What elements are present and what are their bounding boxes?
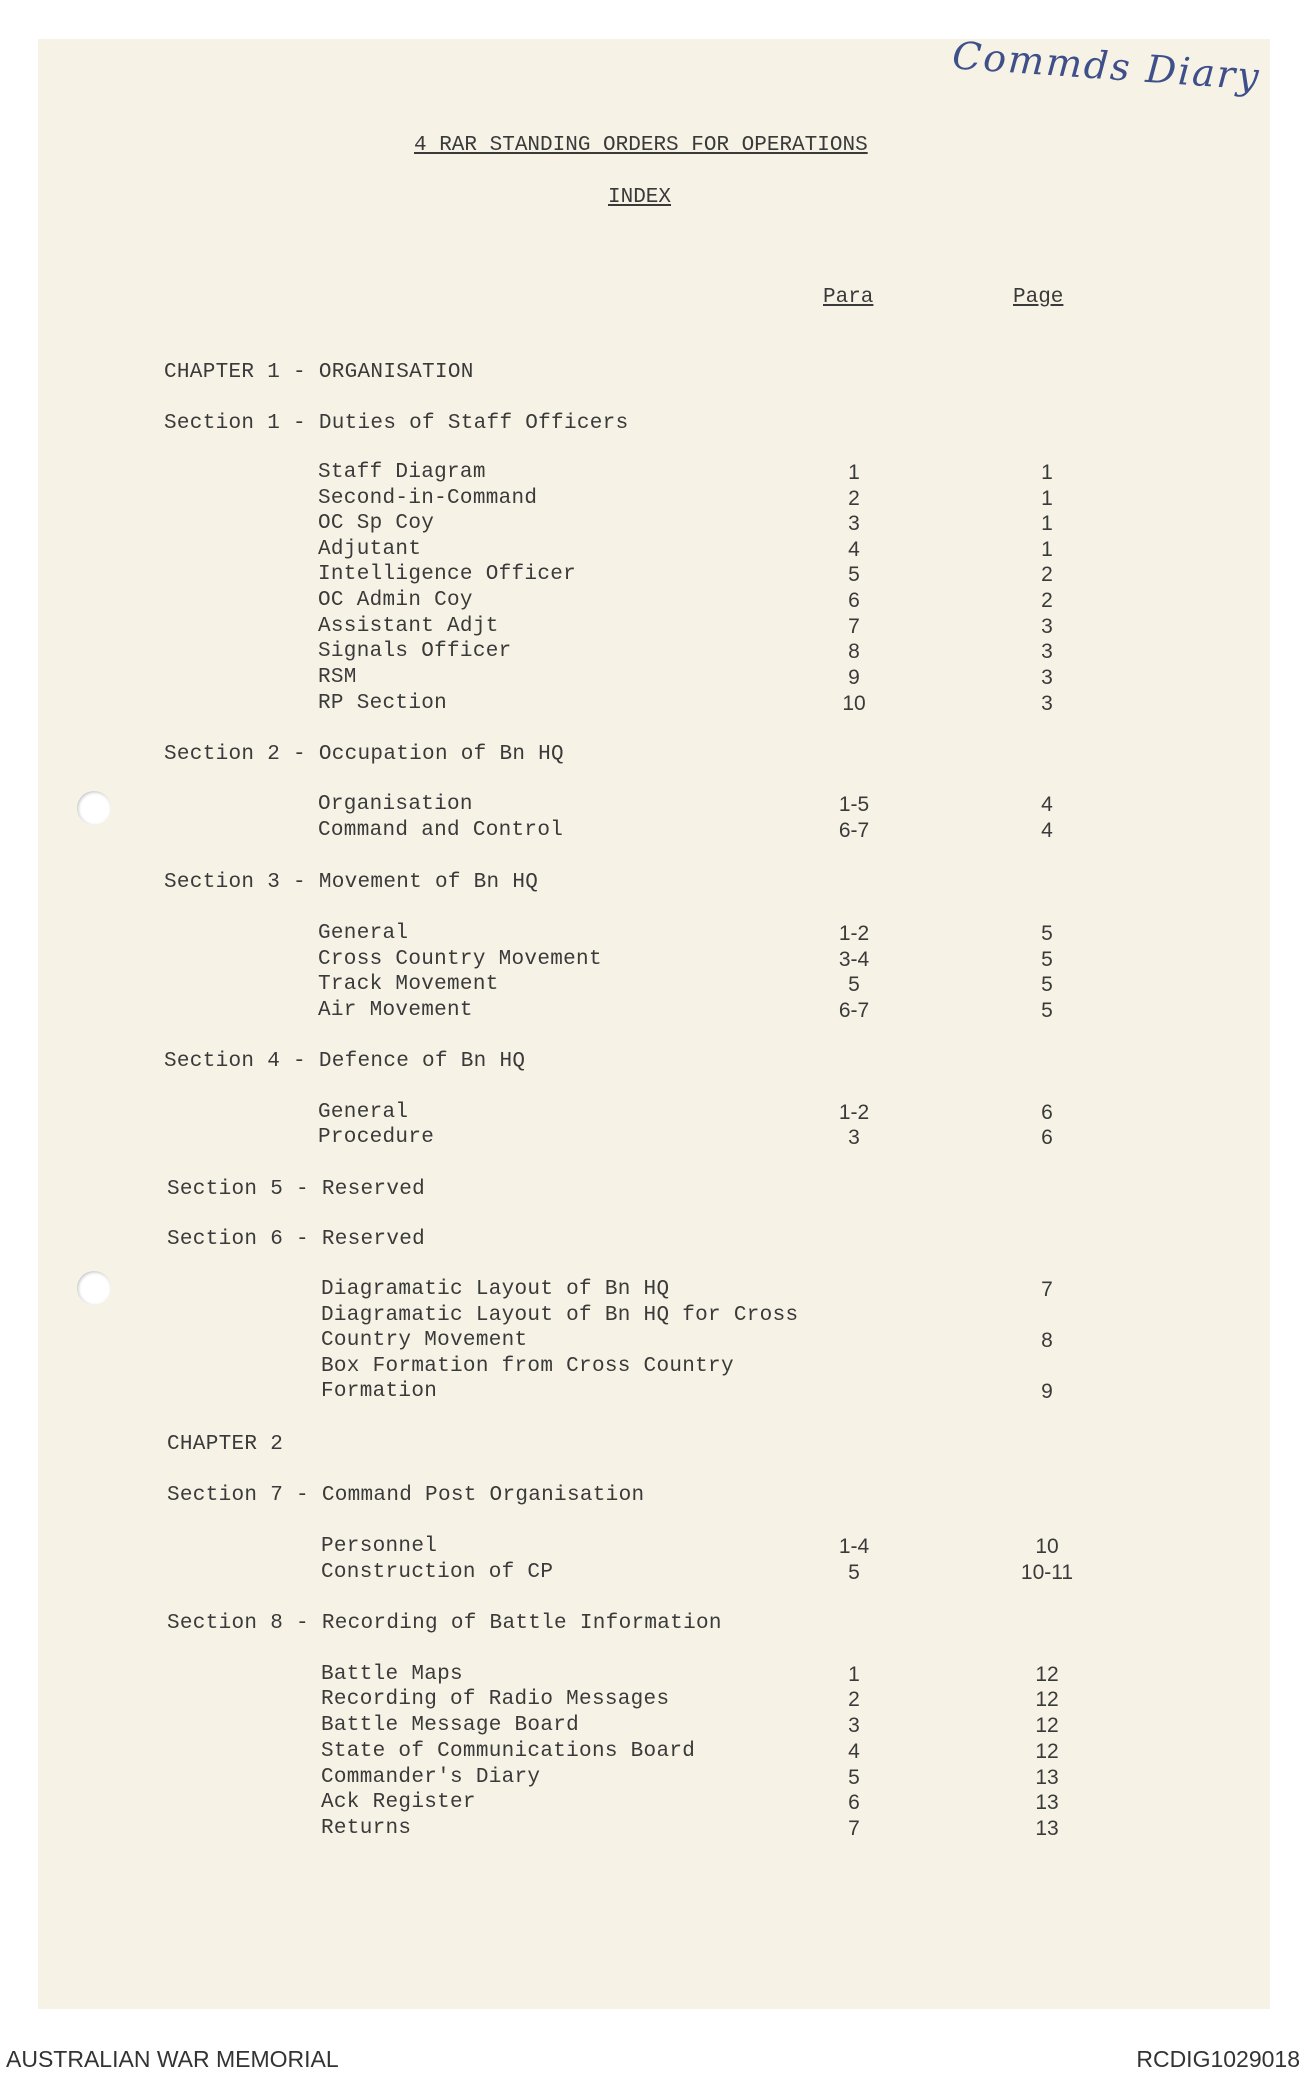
section-label: Section 4 - Defence of Bn HQ <box>164 1050 526 1073</box>
para-number: 5 <box>848 1766 860 1789</box>
entry-label: Recording of Radio Messages <box>321 1688 670 1711</box>
page-number: 12 <box>1035 1663 1059 1686</box>
page-number: 4 <box>1041 819 1053 842</box>
index-entry <box>0 1277 1310 1303</box>
para-number: 3 <box>848 1126 860 1149</box>
entry-label: Commander's Diary <box>321 1766 541 1789</box>
para-number: 1-2 <box>838 1101 870 1124</box>
page-number: 1 <box>1041 512 1053 535</box>
entry-label: Country Movement <box>321 1329 528 1352</box>
page-number: 10-11 <box>1020 1561 1074 1584</box>
index-entry <box>0 1534 1310 1560</box>
para-number: 2 <box>848 487 860 510</box>
entry-label: Organisation <box>318 793 473 816</box>
index-entry <box>0 792 1310 818</box>
section-label: Section 7 - Command Post Organisation <box>167 1484 645 1507</box>
footer-id: RCDIG1029018 <box>1136 2046 1300 2072</box>
index-entry <box>0 818 1310 844</box>
para-number: 1-5 <box>838 793 870 816</box>
index-entry <box>0 1662 1310 1688</box>
section-label: Section 5 - Reserved <box>167 1178 426 1201</box>
entry-label: Personnel <box>321 1535 438 1558</box>
page-number: 13 <box>1035 1766 1059 1789</box>
entry-label: Signals Officer <box>318 640 512 663</box>
index-heading: INDEX <box>608 186 672 209</box>
index-entry <box>0 511 1310 537</box>
page-number: 8 <box>1041 1329 1053 1352</box>
index-entry <box>0 1790 1310 1816</box>
section-label: Section 2 - Occupation of Bn HQ <box>164 743 564 766</box>
page-number: 1 <box>1041 461 1053 484</box>
index-entry <box>0 665 1310 691</box>
footer-credit: AUSTRALIAN WAR MEMORIAL <box>6 2046 339 2072</box>
section-label: Section 3 - Movement of Bn HQ <box>164 871 539 894</box>
para-number: 5 <box>848 563 860 586</box>
index-entry <box>0 1303 1310 1329</box>
index-entry <box>0 691 1310 717</box>
chapter-heading <box>0 1432 1310 1458</box>
entry-label: Returns <box>321 1817 412 1840</box>
para-number: 6-7 <box>838 999 870 1022</box>
index-entry <box>0 639 1310 665</box>
index-entry <box>0 1816 1310 1842</box>
para-column-header: Para <box>823 286 874 309</box>
section-heading <box>0 1227 1310 1253</box>
entry-label: Construction of CP <box>321 1561 554 1584</box>
index-entry <box>0 1328 1310 1354</box>
para-number: 3-4 <box>838 948 870 971</box>
entry-label: Intelligence Officer <box>318 563 577 586</box>
entry-label: OC Admin Coy <box>318 589 473 612</box>
index-entry <box>0 1765 1310 1791</box>
page-number: 10 <box>1035 1535 1059 1558</box>
section-heading <box>0 411 1310 437</box>
index-entry <box>0 1739 1310 1765</box>
index-entry <box>0 1125 1310 1151</box>
entry-label: Battle Message Board <box>321 1714 580 1737</box>
page-number: 6 <box>1041 1101 1053 1124</box>
para-number: 1 <box>848 1663 860 1686</box>
entry-label: Air Movement <box>318 999 473 1022</box>
entry-label: Battle Maps <box>321 1663 463 1686</box>
index-entry <box>0 1713 1310 1739</box>
chapter-label: CHAPTER 2 <box>167 1433 284 1456</box>
entry-label: Assistant Adjt <box>318 615 499 638</box>
section-label: Section 6 - Reserved <box>167 1228 426 1251</box>
section-heading <box>0 1049 1310 1075</box>
section-label: Section 1 - Duties of Staff Officers <box>164 412 629 435</box>
para-number: 7 <box>848 1817 860 1840</box>
page-number: 13 <box>1035 1817 1059 1840</box>
entry-label: Staff Diagram <box>318 461 486 484</box>
para-number: 3 <box>848 1714 860 1737</box>
section-heading <box>0 1611 1310 1637</box>
section-label: Section 8 - Recording of Battle Information <box>167 1612 722 1635</box>
entry-label: Diagramatic Layout of Bn HQ for Cross <box>321 1304 799 1327</box>
index-entry <box>0 562 1310 588</box>
entry-label: Cross Country Movement <box>318 948 602 971</box>
entry-label: Command and Control <box>318 819 564 842</box>
para-number: 10 <box>842 692 866 715</box>
para-number: 8 <box>848 640 860 663</box>
entry-label: RSM <box>318 666 357 689</box>
para-number: 1-4 <box>838 1535 870 1558</box>
entry-label: Track Movement <box>318 973 499 996</box>
page-number: 3 <box>1041 692 1053 715</box>
index-entry <box>0 1560 1310 1586</box>
para-number: 6-7 <box>838 819 870 842</box>
para-number: 9 <box>848 666 860 689</box>
section-heading <box>0 1483 1310 1509</box>
chapter-heading <box>0 360 1310 386</box>
page-number: 4 <box>1041 793 1053 816</box>
index-entry <box>0 1687 1310 1713</box>
page-number: 5 <box>1041 948 1053 971</box>
para-number: 6 <box>848 1791 860 1814</box>
para-number: 4 <box>848 1740 860 1763</box>
document-title: 4 RAR STANDING ORDERS FOR OPERATIONS <box>414 134 868 157</box>
index-entry <box>0 1354 1310 1380</box>
section-heading <box>0 870 1310 896</box>
entry-label: Diagramatic Layout of Bn HQ <box>321 1278 670 1301</box>
page-number: 5 <box>1041 973 1053 996</box>
entry-label: General <box>318 922 409 945</box>
page-number: 5 <box>1041 922 1053 945</box>
entry-label: State of Communications Board <box>321 1740 696 1763</box>
page-number: 12 <box>1035 1714 1059 1737</box>
handwritten-note: Commds Diary <box>950 33 1263 99</box>
index-entry <box>0 588 1310 614</box>
para-number: 6 <box>848 589 860 612</box>
para-number: 1 <box>848 461 860 484</box>
page-number: 3 <box>1041 666 1053 689</box>
para-number: 3 <box>848 512 860 535</box>
entry-label: Ack Register <box>321 1791 476 1814</box>
page-number: 12 <box>1035 1740 1059 1763</box>
para-number: 5 <box>848 1561 860 1584</box>
page-number: 5 <box>1041 999 1053 1022</box>
index-entry <box>0 486 1310 512</box>
page-number: 12 <box>1035 1688 1059 1711</box>
page-number: 13 <box>1035 1791 1059 1814</box>
chapter-label: CHAPTER 1 - ORGANISATION <box>164 361 474 384</box>
entry-label: Adjutant <box>318 538 422 561</box>
index-entry <box>0 537 1310 563</box>
para-number: 5 <box>848 973 860 996</box>
index-entry <box>0 460 1310 486</box>
para-number: 1-2 <box>838 922 870 945</box>
page-number: 3 <box>1041 640 1053 663</box>
section-heading <box>0 1177 1310 1203</box>
page-number: 3 <box>1041 615 1053 638</box>
para-number: 2 <box>848 1688 860 1711</box>
page-number: 7 <box>1041 1278 1053 1301</box>
entry-label: OC Sp Coy <box>318 512 435 535</box>
entry-label: Second-in-Command <box>318 487 538 510</box>
entry-label: RP Section <box>318 692 448 715</box>
page-number: 2 <box>1041 563 1053 586</box>
index-entry <box>0 921 1310 947</box>
index-entry <box>0 998 1310 1024</box>
page-number: 9 <box>1041 1380 1053 1403</box>
para-number: 7 <box>848 615 860 638</box>
entry-label: Box Formation from Cross Country <box>321 1355 734 1378</box>
page-column-header: Page <box>1013 286 1064 309</box>
entry-label: Procedure <box>318 1126 435 1149</box>
entry-label: Formation <box>321 1380 438 1403</box>
index-entry <box>0 614 1310 640</box>
page-number: 2 <box>1041 589 1053 612</box>
index-entry <box>0 947 1310 973</box>
page-number: 1 <box>1041 538 1053 561</box>
para-number: 4 <box>848 538 860 561</box>
index-entry <box>0 972 1310 998</box>
index-entry <box>0 1379 1310 1405</box>
page-number: 1 <box>1041 487 1053 510</box>
section-heading <box>0 742 1310 768</box>
entry-label: General <box>318 1101 409 1124</box>
index-entry <box>0 1100 1310 1126</box>
page-number: 6 <box>1041 1126 1053 1149</box>
